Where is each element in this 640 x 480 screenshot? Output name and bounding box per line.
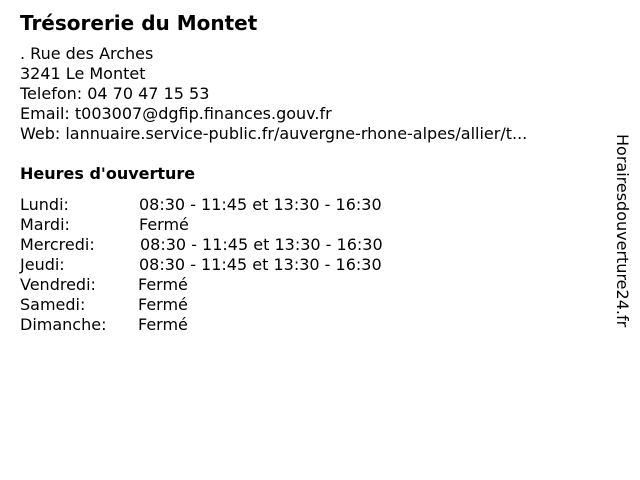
site-name-label: Horairesdouverture24.fr (613, 134, 632, 328)
day-label: Mardi: (20, 215, 70, 234)
day-hours: Fermé (139, 215, 189, 234)
day-label: Samedi: (20, 295, 86, 314)
day-label: Jeudi: (20, 255, 65, 274)
address-street: . Rue des Arches (20, 44, 154, 63)
day-hours: Fermé (138, 275, 188, 294)
day-label: Dimanche: (20, 315, 107, 334)
day-label: Lundi: (20, 195, 69, 214)
side-watermark (612, 134, 632, 374)
day-hours: Fermé (138, 295, 188, 314)
opening-hours-heading: Heures d'ouverture (20, 164, 196, 183)
day-hours: 08:30 - 11:45 et 13:30 - 16:30 (139, 255, 382, 274)
day-label: Mercredi: (20, 235, 95, 254)
day-hours: Fermé (138, 315, 188, 334)
email-text: Email: t003007@dgfip.finances.gouv.fr (20, 104, 332, 123)
page-title: Trésorerie du Montet (20, 11, 258, 35)
phone-text: Telefon: 04 70 47 15 53 (20, 84, 210, 103)
contact-info (20, 44, 527, 144)
web-link[interactable]: Web: lannuaire.service-public.fr/auvergne-rhone-alpes/allier/t... (20, 124, 528, 143)
day-label: Vendredi: (20, 275, 96, 294)
address-city: 3241 Le Montet (20, 64, 146, 83)
day-hours: 08:30 - 11:45 et 13:30 - 16:30 (139, 195, 382, 214)
day-hours: 08:30 - 11:45 et 13:30 - 16:30 (140, 235, 383, 254)
